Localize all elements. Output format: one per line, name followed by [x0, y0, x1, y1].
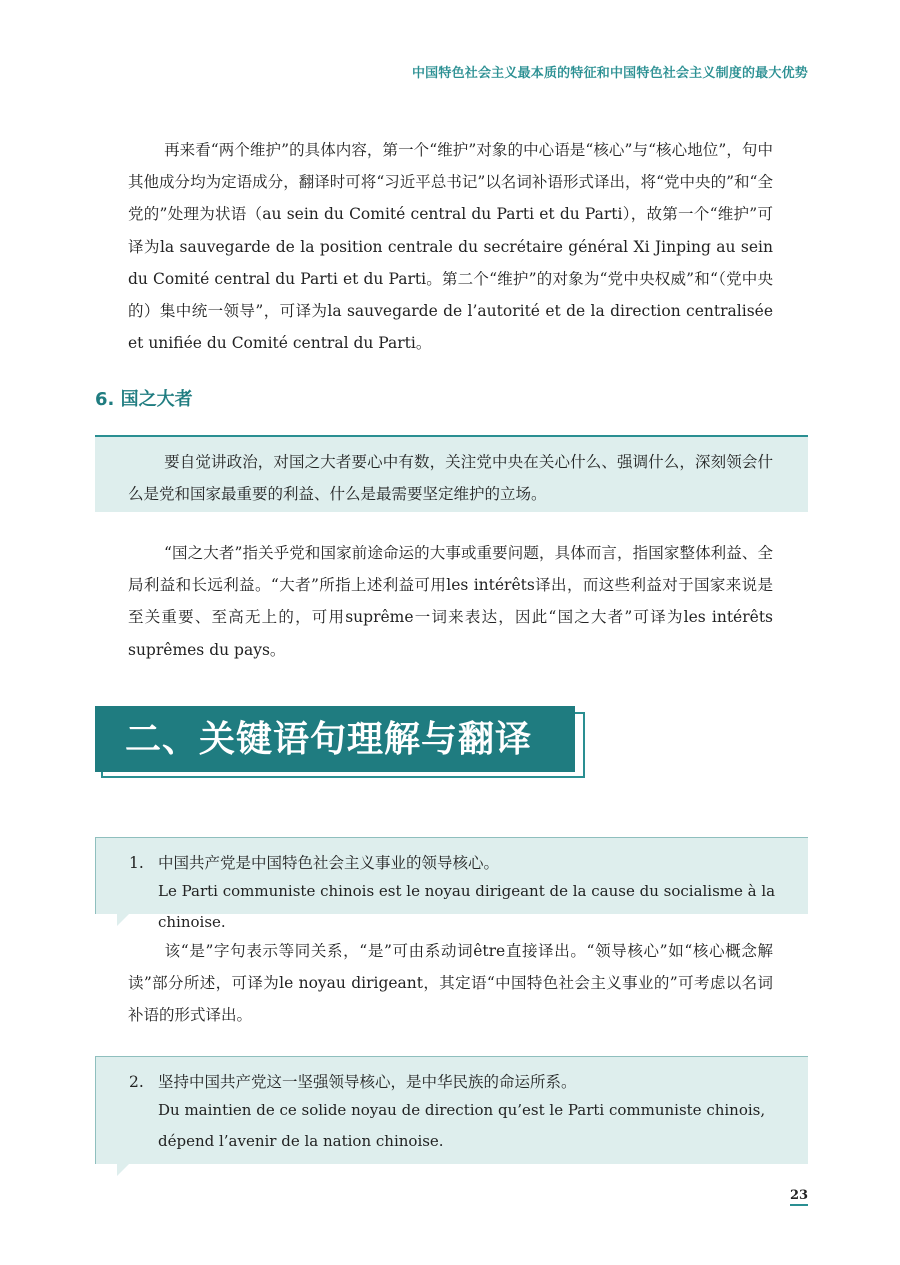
- example-fr: Le Parti communiste chinois est le noyau dirigeant de la cause du socialisme à la chinoise.: [158, 882, 776, 931]
- paragraph-text: 再来看“两个维护”的具体内容，第一个“维护”对象的中心语是“核心”与“核心地位”，句中其他成分均为定语成分，翻译时可将“习近平总书记”以名词补语形式译出，将“党中央的”和“全党的”处理为状语（au sein du Comité central du Parti et du Parti），故第一个“维护”可译为la sauvegarde de la position centrale du secrétaire général Xi Jinping au sein du Comité central du Parti et du Parti。第二个“维护”的对象为“党中央权威”和“（党中央的）集中统一领导”，可译为la sauvegarde de l’autorité et de la direction centralisée et unifiée du Comité central du Parti。: [128, 141, 773, 353]
- running-header: 中国特色社会主义最本质的特征和中国特色社会主义制度的最大优势: [411, 66, 808, 81]
- example-zh: [129, 1069, 808, 1095]
- quote-box: [95, 435, 808, 512]
- body-paragraph-3: [128, 935, 773, 1032]
- page-number: 23: [790, 1188, 808, 1206]
- example-number: 1.: [129, 854, 144, 872]
- example-fr: Du maintien de ce solide noyau de direction qu’est le Parti communiste chinois, dépend l’avenir de la nation chinoise.: [158, 1101, 766, 1150]
- chapter-banner: [95, 706, 585, 778]
- example-zh-text: 坚持中国共产党这一坚强领导核心，是中华民族的命运所系。: [158, 1073, 577, 1091]
- section-heading: 6. 国之大者: [95, 389, 193, 410]
- quote-text-content: 要自觉讲政治，对国之大者要心中有数，关注党中央在关心什么、强调什么，深刻领会什么是党和国家最重要的利益、什么是最需要坚定维护的立场。: [128, 453, 773, 503]
- example-zh-text: 中国共产党是中国特色社会主义事业的领导核心。: [158, 854, 500, 872]
- example-number: 2.: [129, 1073, 144, 1091]
- example-zh: [129, 850, 808, 876]
- body-paragraph-1: [128, 134, 773, 359]
- paragraph-text: 该“是”字句表示等同关系，“是”可由系动词être直接译出。“领导核心”如“核心概念解读”部分所述，可译为le noyau dirigeant，其定语“中国特色社会主义事业的”可考虑以名词补语的形式译出。: [128, 942, 773, 1025]
- quote-text: [128, 446, 773, 510]
- body-paragraph-2: [128, 537, 773, 666]
- example-box-1: [95, 837, 808, 931]
- chapter-title: 二、关键语句理解与翻译: [95, 706, 575, 772]
- example-box-2: [95, 1056, 808, 1164]
- paragraph-text: “国之大者”指关乎党和国家前途命运的大事或重要问题，具体而言，指国家整体利益、全局利益和长远利益。“大者”所指上述利益可用les intérêts译出，而这些利益对于国家来说是至关重要、至高无上的，可用suprême一词来表达，因此“国之大者”可译为les intérêts suprêmes du pays。: [128, 544, 773, 659]
